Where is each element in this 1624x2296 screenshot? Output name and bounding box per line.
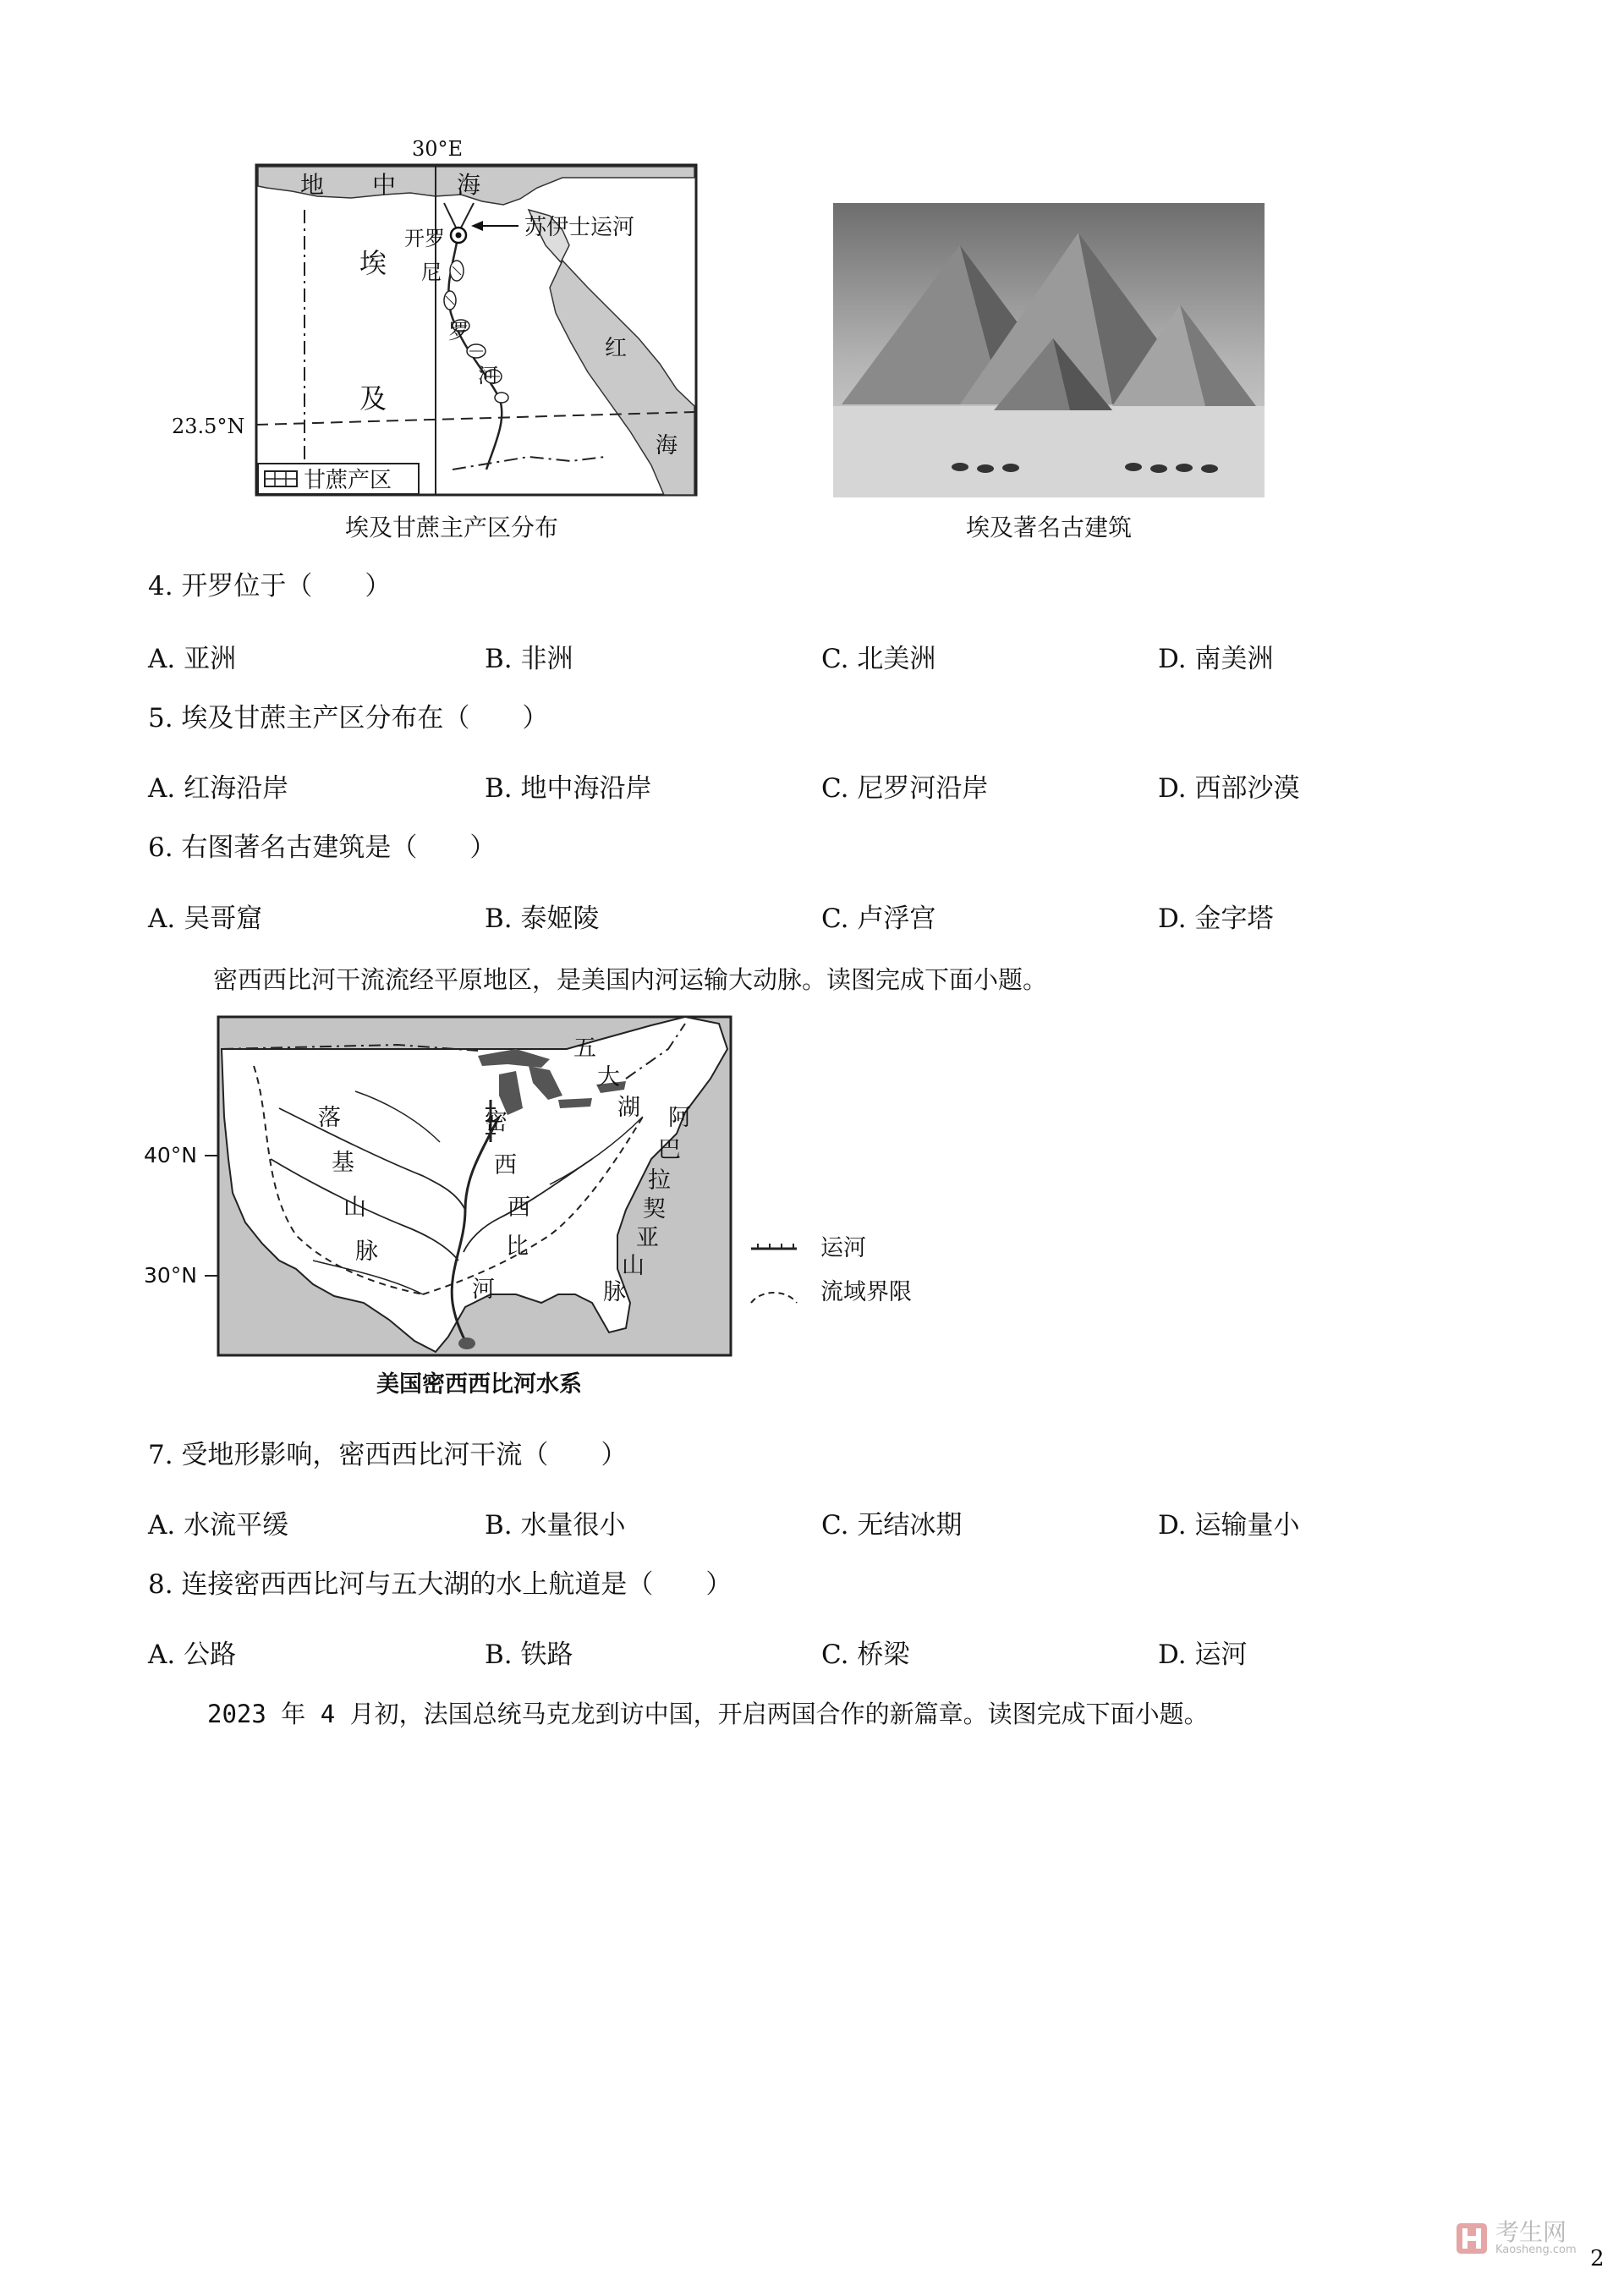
q5-option-c[interactable] [821, 766, 988, 805]
option-label: B. [485, 644, 513, 674]
q8-option-d[interactable] [1158, 1633, 1247, 1671]
rocky-char-1: 落 [318, 1105, 341, 1131]
option-text: 水流平缓 [184, 1510, 289, 1541]
option-text: 红海沿岸 [184, 773, 289, 804]
nile-char-2: 罗 [448, 320, 469, 343]
option-label: C. [821, 904, 849, 934]
q4-option-d[interactable] [1158, 637, 1273, 675]
nile-char-3: 河 [478, 364, 498, 387]
option-label: B. [485, 1510, 513, 1541]
q5-option-d[interactable] [1158, 766, 1299, 805]
option-label: C. [821, 644, 849, 674]
option-text: 桥梁 [857, 1640, 910, 1670]
watermark-subtext: Kaosheng.com [1495, 2244, 1577, 2256]
q6-option-b[interactable] [485, 897, 600, 935]
option-text: 铁路 [520, 1640, 573, 1670]
option-label: C. [821, 1510, 849, 1541]
pyramid-photo [833, 203, 1265, 497]
option-text: 非洲 [520, 644, 573, 674]
option-text: 尼罗河沿岸 [857, 773, 989, 804]
q7-option-d[interactable] [1158, 1503, 1299, 1541]
lat-30-label: 30°N [144, 1263, 198, 1288]
legend-label: 甘蔗产区 [304, 468, 392, 493]
option-text: 北美洲 [857, 644, 936, 674]
q7-option-c[interactable] [821, 1503, 962, 1541]
sea-label-char-3: 海 [457, 171, 481, 199]
country-char-1: 埃 [359, 247, 387, 279]
q5-option-a[interactable] [148, 766, 288, 805]
nile-char-1: 尼 [421, 261, 442, 284]
egypt-map-caption: 埃及甘蔗主产区分布 [345, 514, 559, 541]
lat-40-label: 40°N [144, 1143, 198, 1167]
option-text: 地中海沿岸 [520, 773, 652, 804]
page-number: 2 [1590, 2246, 1605, 2271]
rocky-char-4: 脉 [355, 1239, 378, 1265]
question-6-stem: 6. 右图著名古建筑是（ ） [148, 832, 497, 863]
option-label: D. [1158, 1510, 1187, 1541]
option-label: A. [148, 1640, 176, 1670]
appalachian-char-1: 阿 [668, 1105, 691, 1131]
q7-option-b[interactable] [485, 1503, 626, 1541]
q4-option-a[interactable] [148, 637, 236, 675]
mississippi-char-3: 西 [508, 1195, 530, 1221]
option-text: 西部沙漠 [1194, 773, 1300, 804]
option-label: D. [1158, 773, 1187, 804]
france-intro: 2023 年 4 月初，法国总统马克龙到访中国，开启两国合作的新篇章。读图完成下面小题。 [207, 1700, 1209, 1728]
great-lakes-char-2: 大 [597, 1064, 620, 1090]
option-text: 运河 [1194, 1640, 1248, 1670]
red-sea-char-1: 红 [605, 336, 628, 361]
q8-option-c[interactable] [821, 1633, 909, 1671]
egypt-map [165, 135, 715, 508]
great-lakes-char-3: 湖 [617, 1095, 640, 1121]
rocky-char-2: 基 [332, 1150, 354, 1176]
option-label: B. [485, 773, 513, 804]
question-8-stem: 8. 连接密西西比河与五大湖的水上航道是（ ） [148, 1569, 732, 1600]
option-label: B. [485, 904, 513, 934]
option-label: A. [148, 644, 176, 674]
mississippi-char-5: 河 [472, 1277, 495, 1303]
appalachian-char-2: 巴 [658, 1137, 681, 1163]
mississippi-intro: 密西西比河干流流经平原地区，是美国内河运输大动脉。读图完成下面小题。 [213, 965, 1048, 994]
longitude-label: 30°E [412, 137, 464, 161]
option-label: C. [821, 1640, 849, 1670]
watermark [1455, 2218, 1577, 2256]
great-lakes-char-1: 五 [573, 1035, 596, 1062]
option-text: 卢浮宫 [857, 904, 936, 934]
q6-option-a[interactable] [148, 897, 262, 935]
option-label: A. [148, 1510, 176, 1541]
appalachian-char-4: 契 [643, 1196, 666, 1222]
q8-option-a[interactable] [148, 1633, 236, 1671]
appalachian-char-7: 脉 [603, 1279, 626, 1305]
option-text: 运输量小 [1194, 1510, 1300, 1541]
mississippi-map [144, 1015, 956, 1404]
mississippi-char-2: 西 [494, 1152, 517, 1178]
watermark-text: 考生网 [1495, 2218, 1567, 2246]
q4-option-b[interactable] [485, 637, 573, 675]
option-label: D. [1158, 1640, 1187, 1670]
latitude-label: 23.5°N [172, 415, 245, 438]
option-label: C. [821, 773, 849, 804]
option-text: 泰姬陵 [520, 904, 600, 934]
watermark-logo-icon [1455, 2222, 1489, 2255]
country-char-2: 及 [359, 382, 387, 415]
option-label: B. [485, 1640, 513, 1670]
option-label: D. [1158, 644, 1187, 674]
pyramid-photo-caption: 埃及著名古建筑 [966, 514, 1133, 541]
question-5-stem: 5. 埃及甘蔗主产区分布在（ ） [148, 703, 549, 733]
mississippi-map-caption: 美国密西西比河水系 [376, 1371, 582, 1398]
option-text: 吴哥窟 [184, 904, 263, 934]
option-text: 水量很小 [520, 1510, 626, 1541]
appalachian-char-6: 山 [622, 1253, 645, 1279]
appalachian-char-3: 拉 [648, 1167, 671, 1194]
mississippi-char-4: 比 [506, 1233, 529, 1260]
q4-option-c[interactable] [821, 637, 935, 675]
q6-option-c[interactable] [821, 897, 935, 935]
option-text: 金字塔 [1194, 904, 1274, 934]
red-sea-char-2: 海 [656, 433, 678, 459]
option-label: A. [148, 773, 176, 804]
option-text: 南美洲 [1194, 644, 1274, 674]
option-text: 公路 [184, 1640, 237, 1670]
question-4-stem: 4. 开罗位于（ ） [148, 571, 392, 601]
q6-option-d[interactable] [1158, 897, 1273, 935]
question-7-stem: 7. 受地形影响，密西西比河干流（ ） [148, 1440, 628, 1470]
option-label: D. [1158, 904, 1187, 934]
sea-label-char-2: 中 [372, 171, 397, 199]
city-label: 开罗 [404, 227, 445, 250]
mississippi-char-1: 密 [485, 1109, 508, 1135]
q7-option-a[interactable] [148, 1503, 288, 1541]
rocky-char-3: 山 [343, 1195, 366, 1221]
q8-option-b[interactable] [485, 1633, 573, 1671]
legend-boundary-label: 流域界限 [820, 1279, 912, 1305]
option-text: 无结冰期 [857, 1510, 963, 1541]
legend-canal-label: 运河 [820, 1235, 866, 1261]
sea-label-char-1: 地 [300, 171, 325, 199]
q5-option-b[interactable] [485, 766, 652, 805]
canal-label: 苏伊士运河 [524, 215, 635, 240]
option-text: 亚洲 [184, 644, 237, 674]
appalachian-char-5: 亚 [636, 1225, 659, 1251]
option-label: A. [148, 904, 176, 934]
